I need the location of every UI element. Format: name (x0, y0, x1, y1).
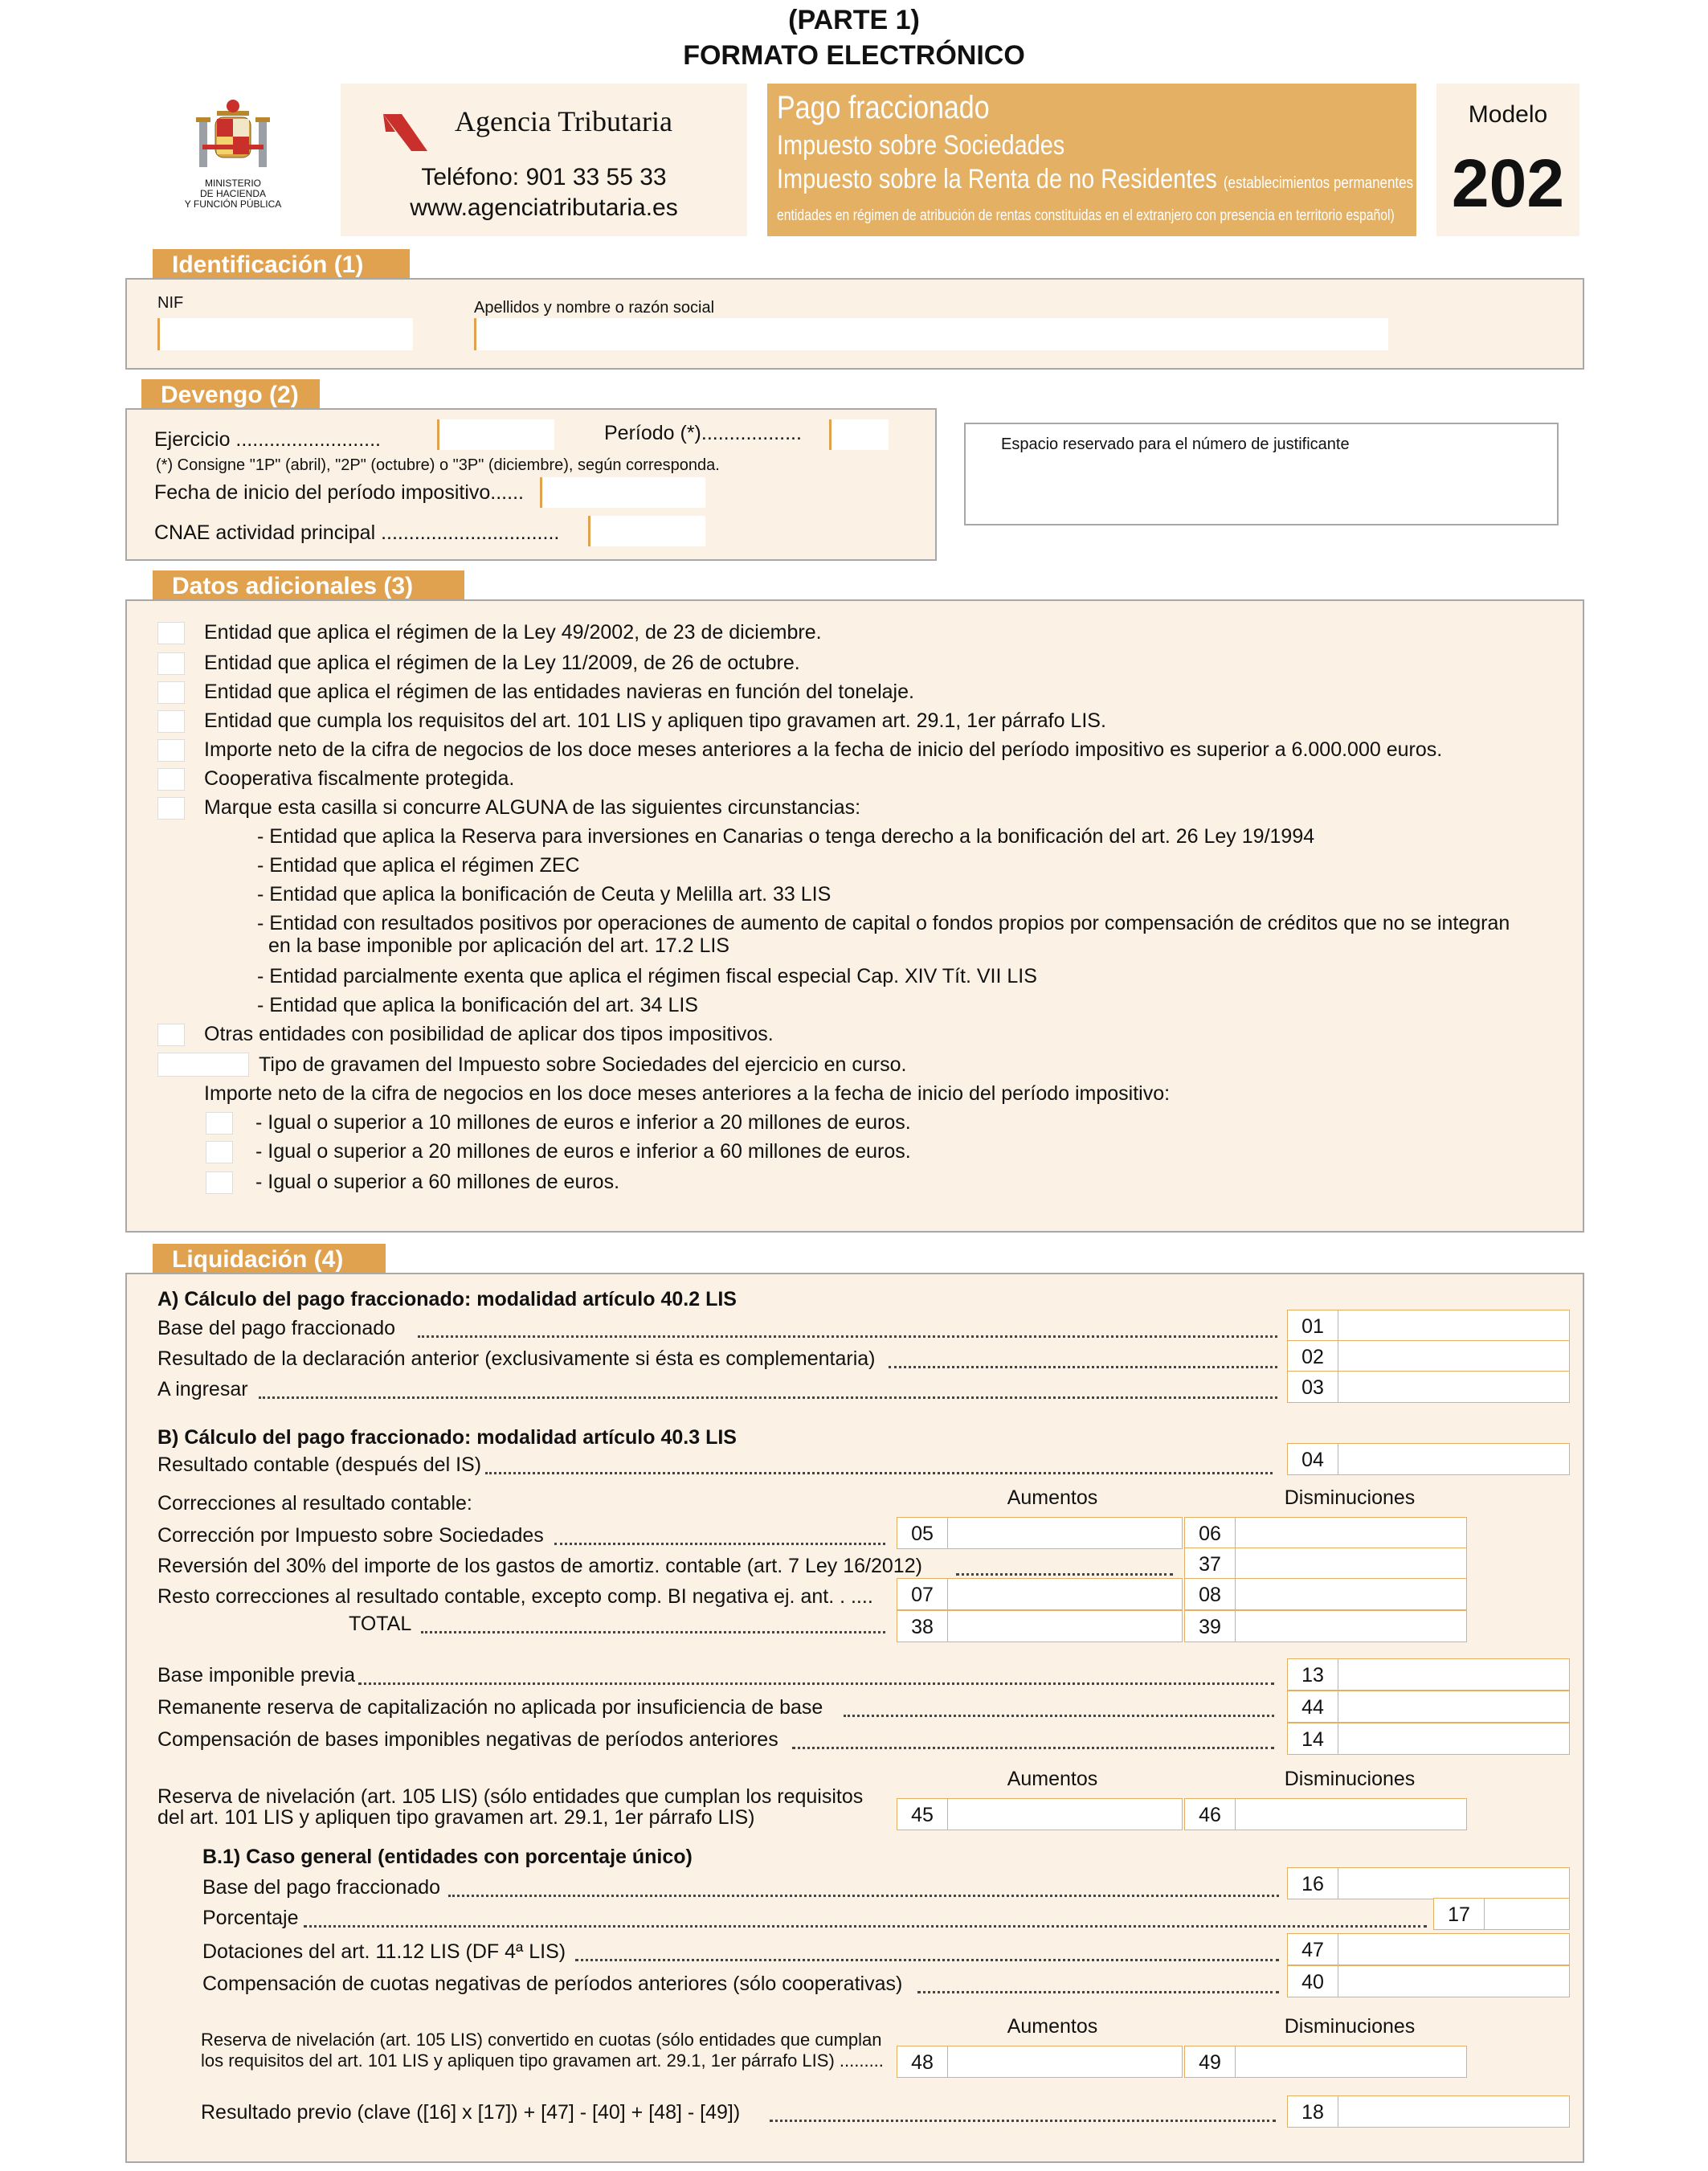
datos-subitem: - Entidad que aplica el régimen ZEC (257, 854, 580, 877)
checkbox-ley-11-2009[interactable] (157, 652, 185, 675)
correccion-is-label: Corrección por Impuesto sobre Sociedades (157, 1524, 544, 1547)
checkbox-ley-49-2002[interactable] (157, 622, 185, 644)
razon-social-label: Apellidos y nombre o razón social (474, 299, 715, 317)
datos-subitem: - Entidad con resultados positivos por operaciones de aumento de capital o fondos propios por compensación de créditos que no se integran (257, 912, 1510, 934)
fecha-inicio-label: Fecha de inicio del período impositivo...... (154, 481, 524, 504)
checkbox-range-20-60[interactable] (206, 1141, 233, 1163)
datos-subitem: - Entidad que aplica la bonificación del art. 34 LIS (257, 994, 698, 1016)
correcciones-label: Correcciones al resultado contable: (157, 1492, 472, 1515)
agency-phone: Teléfono: 901 33 55 33 (421, 164, 667, 190)
casilla-39[interactable]: 39 (1184, 1610, 1467, 1642)
casilla-16[interactable]: 16 (1287, 1867, 1570, 1899)
reserved-label: Espacio reservado para el número de justificante (1001, 435, 1350, 453)
casilla-49[interactable]: 49 (1184, 2046, 1467, 2078)
ejercicio-input[interactable] (437, 419, 554, 450)
reserva-cuotas-label-2: los requisitos del art. 101 LIS y apliquen tipo gravamen art. 29.1, 1er párrafo LIS) ......... (201, 2050, 884, 2071)
datos-item: Entidad que aplica el régimen de la Ley 11/2009, de 26 de octubre. (204, 652, 800, 674)
agency-box (341, 84, 747, 236)
datos-subitem: - Entidad que aplica la bonificación de Ceuta y Melilla art. 33 LIS (257, 883, 832, 906)
leader-dots (421, 1631, 885, 1633)
checkbox-cooperativa[interactable] (157, 768, 185, 791)
aumentos-header: Aumentos (1007, 1486, 1098, 1509)
devengo-panel (125, 408, 937, 561)
checkbox-navieras[interactable] (157, 681, 185, 704)
datos-item: Entidad que aplica el régimen de las entidades navieras en función del tonelaje. (204, 681, 914, 703)
section-tab-identificacion: Identificación (1) (153, 249, 410, 281)
periodo-label: Período (*).................. (604, 422, 802, 444)
leader-dots (770, 2120, 1276, 2122)
aumentos-header: Aumentos (1007, 2015, 1098, 2038)
casilla-45[interactable]: 45 (897, 1798, 1183, 1830)
leader-dots (259, 1396, 1277, 1399)
datos-item: Marque esta casilla si concurre ALGUNA de las siguientes circunstancias: (204, 796, 861, 819)
leader-dots (889, 1366, 1277, 1368)
cnae-input[interactable] (588, 516, 705, 546)
agency-name: Agencia Tributaria (455, 105, 672, 137)
leader-dots (358, 1682, 1274, 1685)
reserved-justificante-box (964, 423, 1559, 525)
leader-dots (418, 1335, 1277, 1338)
range-label: - Igual o superior a 20 millones de euros e inferior a 60 millones de euros. (255, 1140, 911, 1163)
checkbox-circunstancias[interactable] (157, 797, 185, 820)
banner-line2: Impuesto sobre Sociedades (777, 130, 1065, 161)
casilla-04[interactable]: 04 (1287, 1443, 1570, 1475)
agencia-logo-icon (379, 108, 435, 161)
disminuciones-header: Disminuciones (1284, 2015, 1416, 2038)
leader-dots (448, 1895, 1279, 1897)
checkbox-art-101[interactable] (157, 710, 185, 733)
casilla-02[interactable]: 02 (1287, 1340, 1570, 1372)
casilla-03[interactable]: 03 (1287, 1371, 1570, 1403)
resultado-previo-label: Resultado previo (clave ([16] x [17]) + [47] - [40] + [48] - [49]) (201, 2101, 741, 2124)
format-title: FORMATO ELECTRÓNICO (683, 40, 1025, 71)
leader-dots (304, 1925, 1427, 1928)
leader-dots (792, 1747, 1274, 1749)
casilla-14[interactable]: 14 (1287, 1723, 1570, 1755)
coat-of-arms-logo (185, 96, 281, 177)
nif-input[interactable] (157, 318, 413, 350)
datos-item: Cooperativa fiscalmente protegida. (204, 767, 515, 790)
casilla-44[interactable]: 44 (1287, 1691, 1570, 1723)
resultado-contable-label: Resultado contable (después del IS) (157, 1453, 482, 1476)
checkbox-range-10-20[interactable] (206, 1112, 233, 1135)
casilla-38[interactable]: 38 (897, 1610, 1183, 1642)
ejercicio-label: Ejercicio .......................... (154, 428, 382, 451)
checkbox-importe-6m[interactable] (157, 739, 185, 762)
nif-label: NIF (157, 294, 184, 312)
datos-item: Entidad que cumpla los requisitos del art. 101 LIS y apliquen tipo gravamen art. 29.1, 1er párrafo LIS. (204, 709, 1106, 732)
row-label: Resultado de la declaración anterior (exclusivamente si ésta es complementaria) (157, 1347, 876, 1370)
casilla-08[interactable]: 08 (1184, 1578, 1467, 1610)
reserva-nivelacion-label-2: del art. 101 LIS y apliquen tipo gravamen art. 29.1, 1er párrafo LIS) (157, 1806, 755, 1829)
base-pago-label: Base del pago fraccionado (202, 1876, 441, 1899)
casilla-17[interactable]: 17 (1433, 1898, 1570, 1930)
casilla-01[interactable]: 01 (1287, 1310, 1570, 1342)
checkbox-otras-entidades[interactable] (157, 1024, 185, 1046)
checkbox-range-60[interactable] (206, 1171, 233, 1194)
datos-subitem: - Entidad parcialmente exenta que aplica el régimen fiscal especial Cap. XIV Tít. VII LIS (257, 965, 1037, 987)
razon-social-input[interactable] (474, 318, 1388, 350)
range-label: - Igual o superior a 10 millones de euros e inferior a 20 millones de euros. (255, 1111, 911, 1134)
banner-line1: Pago fraccionado (777, 90, 990, 125)
row-label: Base del pago fraccionado (157, 1317, 396, 1339)
cnae-label: CNAE actividad principal ................................ (154, 521, 560, 544)
casilla-18[interactable]: 18 (1287, 2095, 1570, 2128)
leader-dots (554, 1543, 885, 1545)
section-a-title: A) Cálculo del pago fraccionado: modalidad artículo 40.2 LIS (157, 1288, 737, 1310)
periodo-input[interactable] (829, 419, 889, 450)
leader-dots (917, 1991, 1279, 1993)
datos-item: Importe neto de la cifra de negocios de los doce meses anteriores a la fecha de inicio del período impositivo es superior a 6.000.000 euros. (204, 738, 1443, 761)
tipo-gravamen-label: Tipo de gravamen del Impuesto sobre Sociedades del ejercicio en curso. (259, 1053, 907, 1076)
modelo-label: Modelo (1468, 101, 1548, 128)
section-tab-datos-adicionales: Datos adicionales (3) (153, 570, 464, 603)
part-title: (PARTE 1) (788, 5, 920, 35)
casilla-47[interactable]: 47 (1287, 1933, 1570, 1965)
reserva-cuotas-label: Reserva de nivelación (art. 105 LIS) convertido en cuotas (sólo entidades que cumplan (201, 2030, 882, 2050)
leader-dots (844, 1715, 1274, 1717)
section-tab-devengo: Devengo (2) (141, 379, 320, 411)
section-b1-title: B.1) Caso general (entidades con porcentaje único) (202, 1846, 693, 1868)
row-label: Base imponible previa (157, 1664, 355, 1687)
disminuciones-header: Disminuciones (1284, 1768, 1416, 1790)
total-label: TOTAL (349, 1613, 412, 1635)
casilla-06[interactable]: 06 (1184, 1517, 1467, 1549)
row-label: A ingresar (157, 1378, 248, 1400)
ministry-text: MINISTERIO DE HACIENDA Y FUNCIÓN PÚBLICA (184, 178, 282, 210)
leader-dots (485, 1472, 1273, 1474)
casilla-13[interactable]: 13 (1287, 1658, 1570, 1691)
datos-subitem: - Entidad que aplica la Reserva para inversiones en Canarias o tenga derecho a la bonificación del art. 26 Ley 19/1994 (257, 825, 1315, 848)
resto-correcciones-label: Resto correcciones al resultado contable, excepto comp. BI negativa ej. ant. . .... (157, 1585, 873, 1608)
dotaciones-label: Dotaciones del art. 11.12 LIS (DF 4ª LIS) (202, 1940, 566, 1963)
section-b-title: B) Cálculo del pago fraccionado: modalidad artículo 40.3 LIS (157, 1426, 737, 1449)
reversion-label: Reversión del 30% del importe de los gastos de amortiz. contable (art. 7 Ley 16/2012) (157, 1555, 922, 1577)
datos-item: Entidad que aplica el régimen de la Ley 49/2002, de 23 de diciembre. (204, 621, 822, 644)
compensacion-cuotas-label: Compensación de cuotas negativas de períodos anteriores (sólo cooperativas) (202, 1973, 903, 1995)
casilla-40[interactable]: 40 (1287, 1965, 1570, 1997)
datos-adicionales-panel (125, 599, 1584, 1233)
agency-web: www.agenciatributaria.es (410, 194, 678, 221)
casilla-37[interactable]: 37 (1184, 1548, 1467, 1580)
casilla-07[interactable]: 07 (897, 1578, 1183, 1610)
identificacion-panel (125, 278, 1584, 370)
range-label: - Igual o superior a 60 millones de euros. (255, 1171, 620, 1193)
casilla-46[interactable]: 46 (1184, 1798, 1467, 1830)
importe-neto-label: Importe neto de la cifra de negocios en los doce meses anteriores a la fecha de inicio del período impositivo: (204, 1082, 1171, 1105)
modelo-number: 202 (1451, 145, 1565, 221)
porcentaje-label: Porcentaje (202, 1907, 299, 1929)
casilla-05[interactable]: 05 (897, 1517, 1183, 1549)
modelo-box (1436, 84, 1579, 236)
otras-entidades-label: Otras entidades con posibilidad de aplicar dos tipos impositivos. (204, 1023, 774, 1045)
title-banner (767, 84, 1424, 236)
casilla-48[interactable]: 48 (897, 2046, 1183, 2078)
disminuciones-header: Disminuciones (1284, 1486, 1416, 1509)
aumentos-header: Aumentos (1007, 1768, 1098, 1790)
tipo-gravamen-input[interactable] (157, 1053, 249, 1077)
banner-line3: Impuesto sobre la Renta de no Residentes (establecimientos permanentes y (777, 164, 1424, 194)
leader-dots (956, 1573, 1173, 1576)
reserva-nivelacion-label: Reserva de nivelación (art. 105 LIS) (sólo entidades que cumplan los requisitos (157, 1785, 864, 1808)
section-tab-liquidacion: Liquidación (4) (153, 1244, 386, 1276)
datos-subitem: en la base imponible por aplicación del art. 17.2 LIS (268, 934, 729, 957)
fecha-inicio-input[interactable] (540, 477, 705, 508)
row-label: Compensación de bases imponibles negativas de períodos anteriores (157, 1728, 778, 1751)
leader-dots (575, 1959, 1279, 1961)
banner-line4: entidades en régimen de atribución de rentas constituidas en el extranjero con presencia en territorio español) (777, 207, 1395, 224)
periodo-note: (*) Consigne "1P" (abril), "2P" (octubre) o "3P" (diciembre), según corresponda. (156, 456, 720, 474)
row-label: Remanente reserva de capitalización no aplicada por insuficiencia de base (157, 1696, 823, 1719)
